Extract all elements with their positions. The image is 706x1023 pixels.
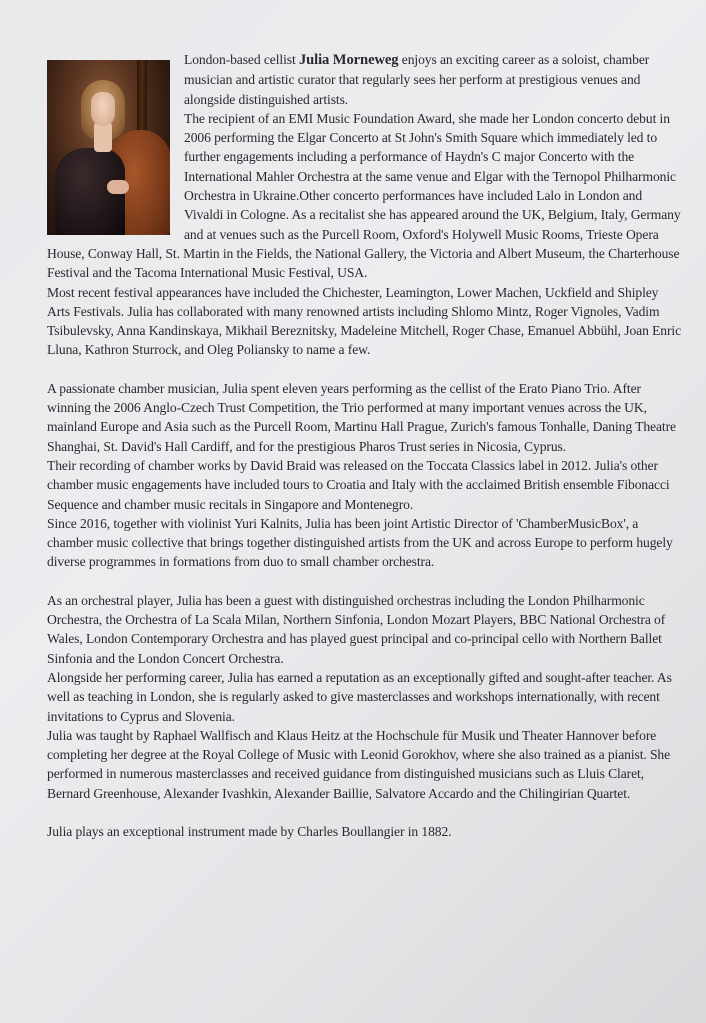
bio-paragraph-education: Julia was taught by Raphael Wallfisch and Klaus Heitz at the Hochschule für Musik und Theater Hannover before completing her degree at the Royal College of Music with Leonid Gorokhov, where she also trained as a pianist. She performed in numerous masterclasses and received guidance from distinguished musicians such as Lluis Claret, Bernard Greenhouse, Alexander Ivashkin, Alexander Baillie, Salvatore Accardo and the Chilingirian Quartet.	[47, 727, 671, 801]
bio-paragraph-chamber: A passionate chamber musician, Julia spent eleven years performing as the cellist of the Erato Piano Trio. After winning the 2006 Anglo-Czech Trust Competition, the Trio performed at many important venues across the UK, mainland Europe and Asia such as the Purcell Room, Martinu Hall Prague, Zurich's famous Tonhalle, Daning Theatre Shanghai, St. David's Hall Cardiff, and for the prestigious Pharos Trust series in Nicosia, Cyprus.	[47, 380, 676, 454]
bio-paragraph-festivals: Most recent festival appearances have included the Chichester, Leamington, Lower Machen, Uckfield and Shipley Arts Festivals. Julia has collaborated with many renowned artists including Shlomo Mintz, Roger Vignoles, Vadim Tsibulevsky, Anna Kandinskaya, Mikhail Bereznitsky, Madeleine Mitchell, Roger Chase, Emanuel Abbühl, Joan Enric Lluna, Kathron Sturrock, and Oleg Poliansky to name a few.	[47, 284, 682, 358]
bio-paragraph-instrument: Julia plays an exceptional instrument made by Charles Boullangier in 1882.	[47, 823, 452, 839]
bio-paragraph-recording: Their recording of chamber works by David Braid was released on the Toccata Classics label in 2012. Julia's other chamber music engagements have included tours to Croatia and Italy with the acclaimed British ensemble Fibonacci Sequence and chamber music recitals in Singapore and Montenegro.	[47, 457, 670, 512]
bio-paragraph-award: The recipient of an EMI Music Foundation Award, she made her London concerto debut in 2006 performing the Elgar Concerto at St John's Smith Square which immediately led to further engagements including a performance of Haydn's C major Concerto with the International Mahler Orchestra at the same venue and Elgar with the Ternopol Philharmonic Orchestra in Ukraine.Other concerto performances have included Lalo in London and Vivaldi in Cologne. As a recitalist she has appeared around the UK, Belgium, Italy, Germany and at venues such as the Purcell Room, Oxford's Holywell Music Rooms, Trieste Opera House, Conway Hall, St. Martin in the Fields, the National Gallery, the Victoria and Albert Museum, the Charterhouse Festival and the Tacoma International Music Festival, USA.	[47, 110, 681, 281]
artist-name: Julia Morneweg	[298, 52, 399, 68]
bio-paragraph-chambermusicbox: Since 2016, together with violinist Yuri Kalnits, Julia has been joint Artistic Director of 'ChamberMusicBox', a chamber music collective that brings together distinguished artists from the UK and across Europe to perform hugely diverse programmes in formations from duo to small chamber orchestra.	[47, 515, 673, 570]
bio-paragraph-teaching: Alongside her performing career, Julia has earned a reputation as an exceptionally gifted and sought-after teacher. As well as teaching in London, she is regularly asked to give masterclasses and workshops internationally, with recent invitations to Cyprus and Slovenia.	[47, 669, 672, 724]
bio-paragraph-intro: London-based cellist Julia Morneweg enjoys an exciting career as a soloist, chamber musician and artistic curator that regularly sees her perform at prestigious venues and alongside distinguished artists.	[184, 52, 650, 107]
bio-paragraph-orchestral: As an orchestral player, Julia has been a guest with distinguished orchestras including the London Philharmonic Orchestra, the Orchestra of La Scala Milan, Northern Sinfonia, London Mozart Players, BBC National Orchestra of Wales, London Contemporary Orchestra and has played guest principal and co-principal cello with Northern Ballet Sinfonia and the London Concert Orchestra.	[47, 592, 666, 666]
biography-text	[47, 50, 683, 841]
portrait-photo	[47, 60, 170, 235]
